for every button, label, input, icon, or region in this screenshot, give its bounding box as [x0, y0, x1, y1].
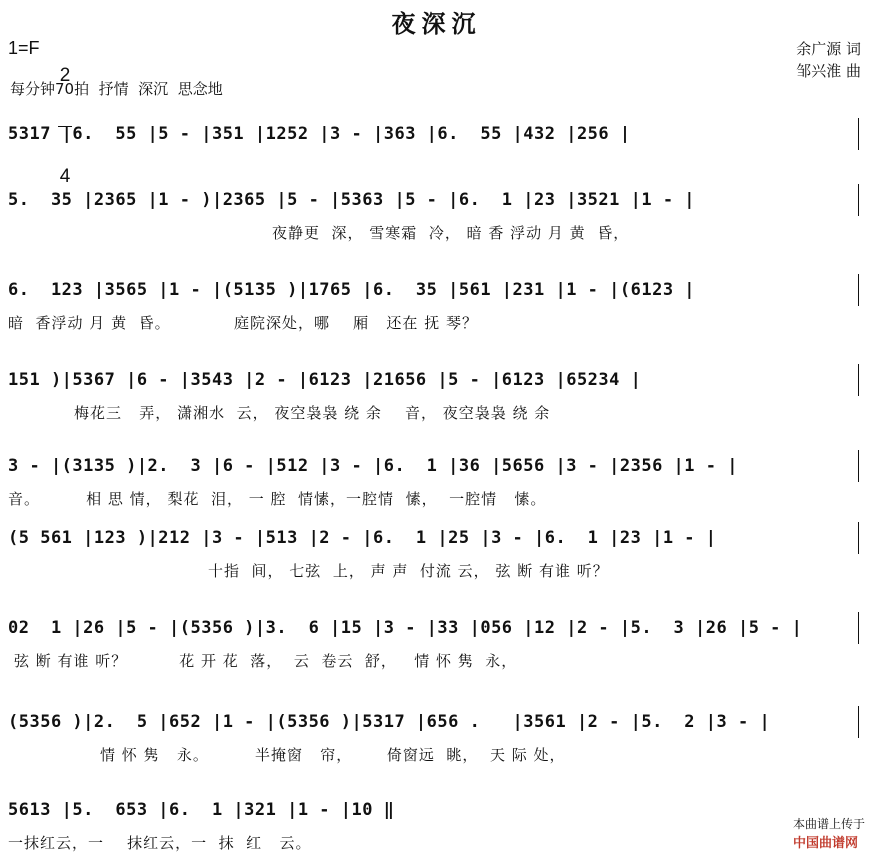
- score-row: [0, 190, 873, 242]
- lyric-line: 音。 相 思 情， 梨花 泪， 一 腔 情愫，一腔情 愫， 一腔情 愫。: [8, 490, 547, 508]
- score-row: [0, 456, 873, 508]
- lyricist-credit: 余广源 词: [796, 40, 861, 58]
- barline: [858, 364, 859, 396]
- notation-line: (5356 )|2. 5 |652 |1 - |(5356 )|5317 |656 . |3561 |2 - |5. 2 |3 - |: [8, 712, 771, 732]
- time-signature-top: 2: [59, 65, 71, 86]
- score-row: [0, 124, 873, 154]
- lyric-line: 一抹红云，一 抹红云，一 抹 红 云。: [8, 834, 312, 852]
- time-signature-bottom: 4: [59, 166, 71, 187]
- time-signature: [57, 26, 73, 207]
- lyric-line: 梅花三 弄， 潇湘水 云， 夜空袅袅 绕 余 音， 夜空袅袅 绕 余: [74, 404, 551, 422]
- notation-line: 5613 |5. 653 |6. 1 |321 |1 - |10 ‖: [8, 800, 395, 820]
- key-signature: 1=F: [8, 38, 40, 58]
- barline: [858, 706, 859, 738]
- notation-line: (5 561 |123 )|212 |3 - |513 |2 - |6. 1 |25 |3 - |6. 1 |23 |1 - |: [8, 528, 717, 548]
- barline: [858, 612, 859, 644]
- upload-footer: [785, 801, 865, 851]
- lyric-line: 情 怀 隽 永。 半掩窗 帘， 倚窗远 眺， 天 际 处，: [100, 746, 566, 764]
- notation-line: 5317 |6. 55 |5 - |351 |1252 |3 - |363 |6. 55 |432 |256 |: [8, 124, 631, 144]
- site-logo[interactable]: 中国曲谱网: [792, 836, 858, 851]
- notation-line: 3 - |(3135 )|2. 3 |6 - |512 |3 - |6. 1 |36 |5656 |3 - |2356 |1 - |: [8, 456, 738, 476]
- notation-line: 02 1 |26 |5 - |(5356 )|3. 6 |15 |3 - |33 |056 |12 |2 - |5. 3 |26 |5 - |: [8, 618, 803, 638]
- upload-label: 本曲谱上传于: [792, 817, 865, 831]
- notation-line: 5. 35 |2365 |1 - )|2365 |5 - |5363 |5 - |6. 1 |23 |3521 |1 - |: [8, 190, 696, 210]
- lyric-line: 暗 香浮动 月 黄 昏。 庭院深处，哪 厢 还在 抚 琴？: [8, 314, 478, 332]
- lyric-line: 十指 间， 七弦 上， 声 声 付流 云， 弦 断 有谁 听？: [208, 562, 609, 580]
- score-row: [0, 712, 873, 764]
- barline: [858, 184, 859, 216]
- barline: [858, 522, 859, 554]
- composer-credit: 邹兴淮 曲: [796, 62, 861, 80]
- score-row: [0, 370, 873, 422]
- barline: [858, 450, 859, 482]
- lyric-line: 弦 断 有谁 听？ 花 开 花 落， 云 卷云 舒， 情 怀 隽 永，: [14, 652, 518, 670]
- lyric-line: 夜静更 深， 雪寒霜 冷， 暗 香 浮动 月 黄 昏，: [272, 224, 630, 242]
- notation-line: 151 )|5367 |6 - |3543 |2 - |6123 |21656 |5 - |6123 |65234 |: [8, 370, 642, 390]
- notation-line: 6. 123 |3565 |1 - |(5135 )|1765 |6. 35 |561 |231 |1 - |(6123 |: [8, 280, 696, 300]
- score-row: [0, 618, 873, 670]
- barline: [858, 118, 859, 150]
- tempo-marking: 每分钟70拍 抒情 深沉 思念地: [10, 80, 223, 98]
- song-title: 夜深沉: [391, 10, 482, 38]
- score-row: [0, 280, 873, 332]
- score-row: [0, 528, 873, 580]
- barline: [858, 274, 859, 306]
